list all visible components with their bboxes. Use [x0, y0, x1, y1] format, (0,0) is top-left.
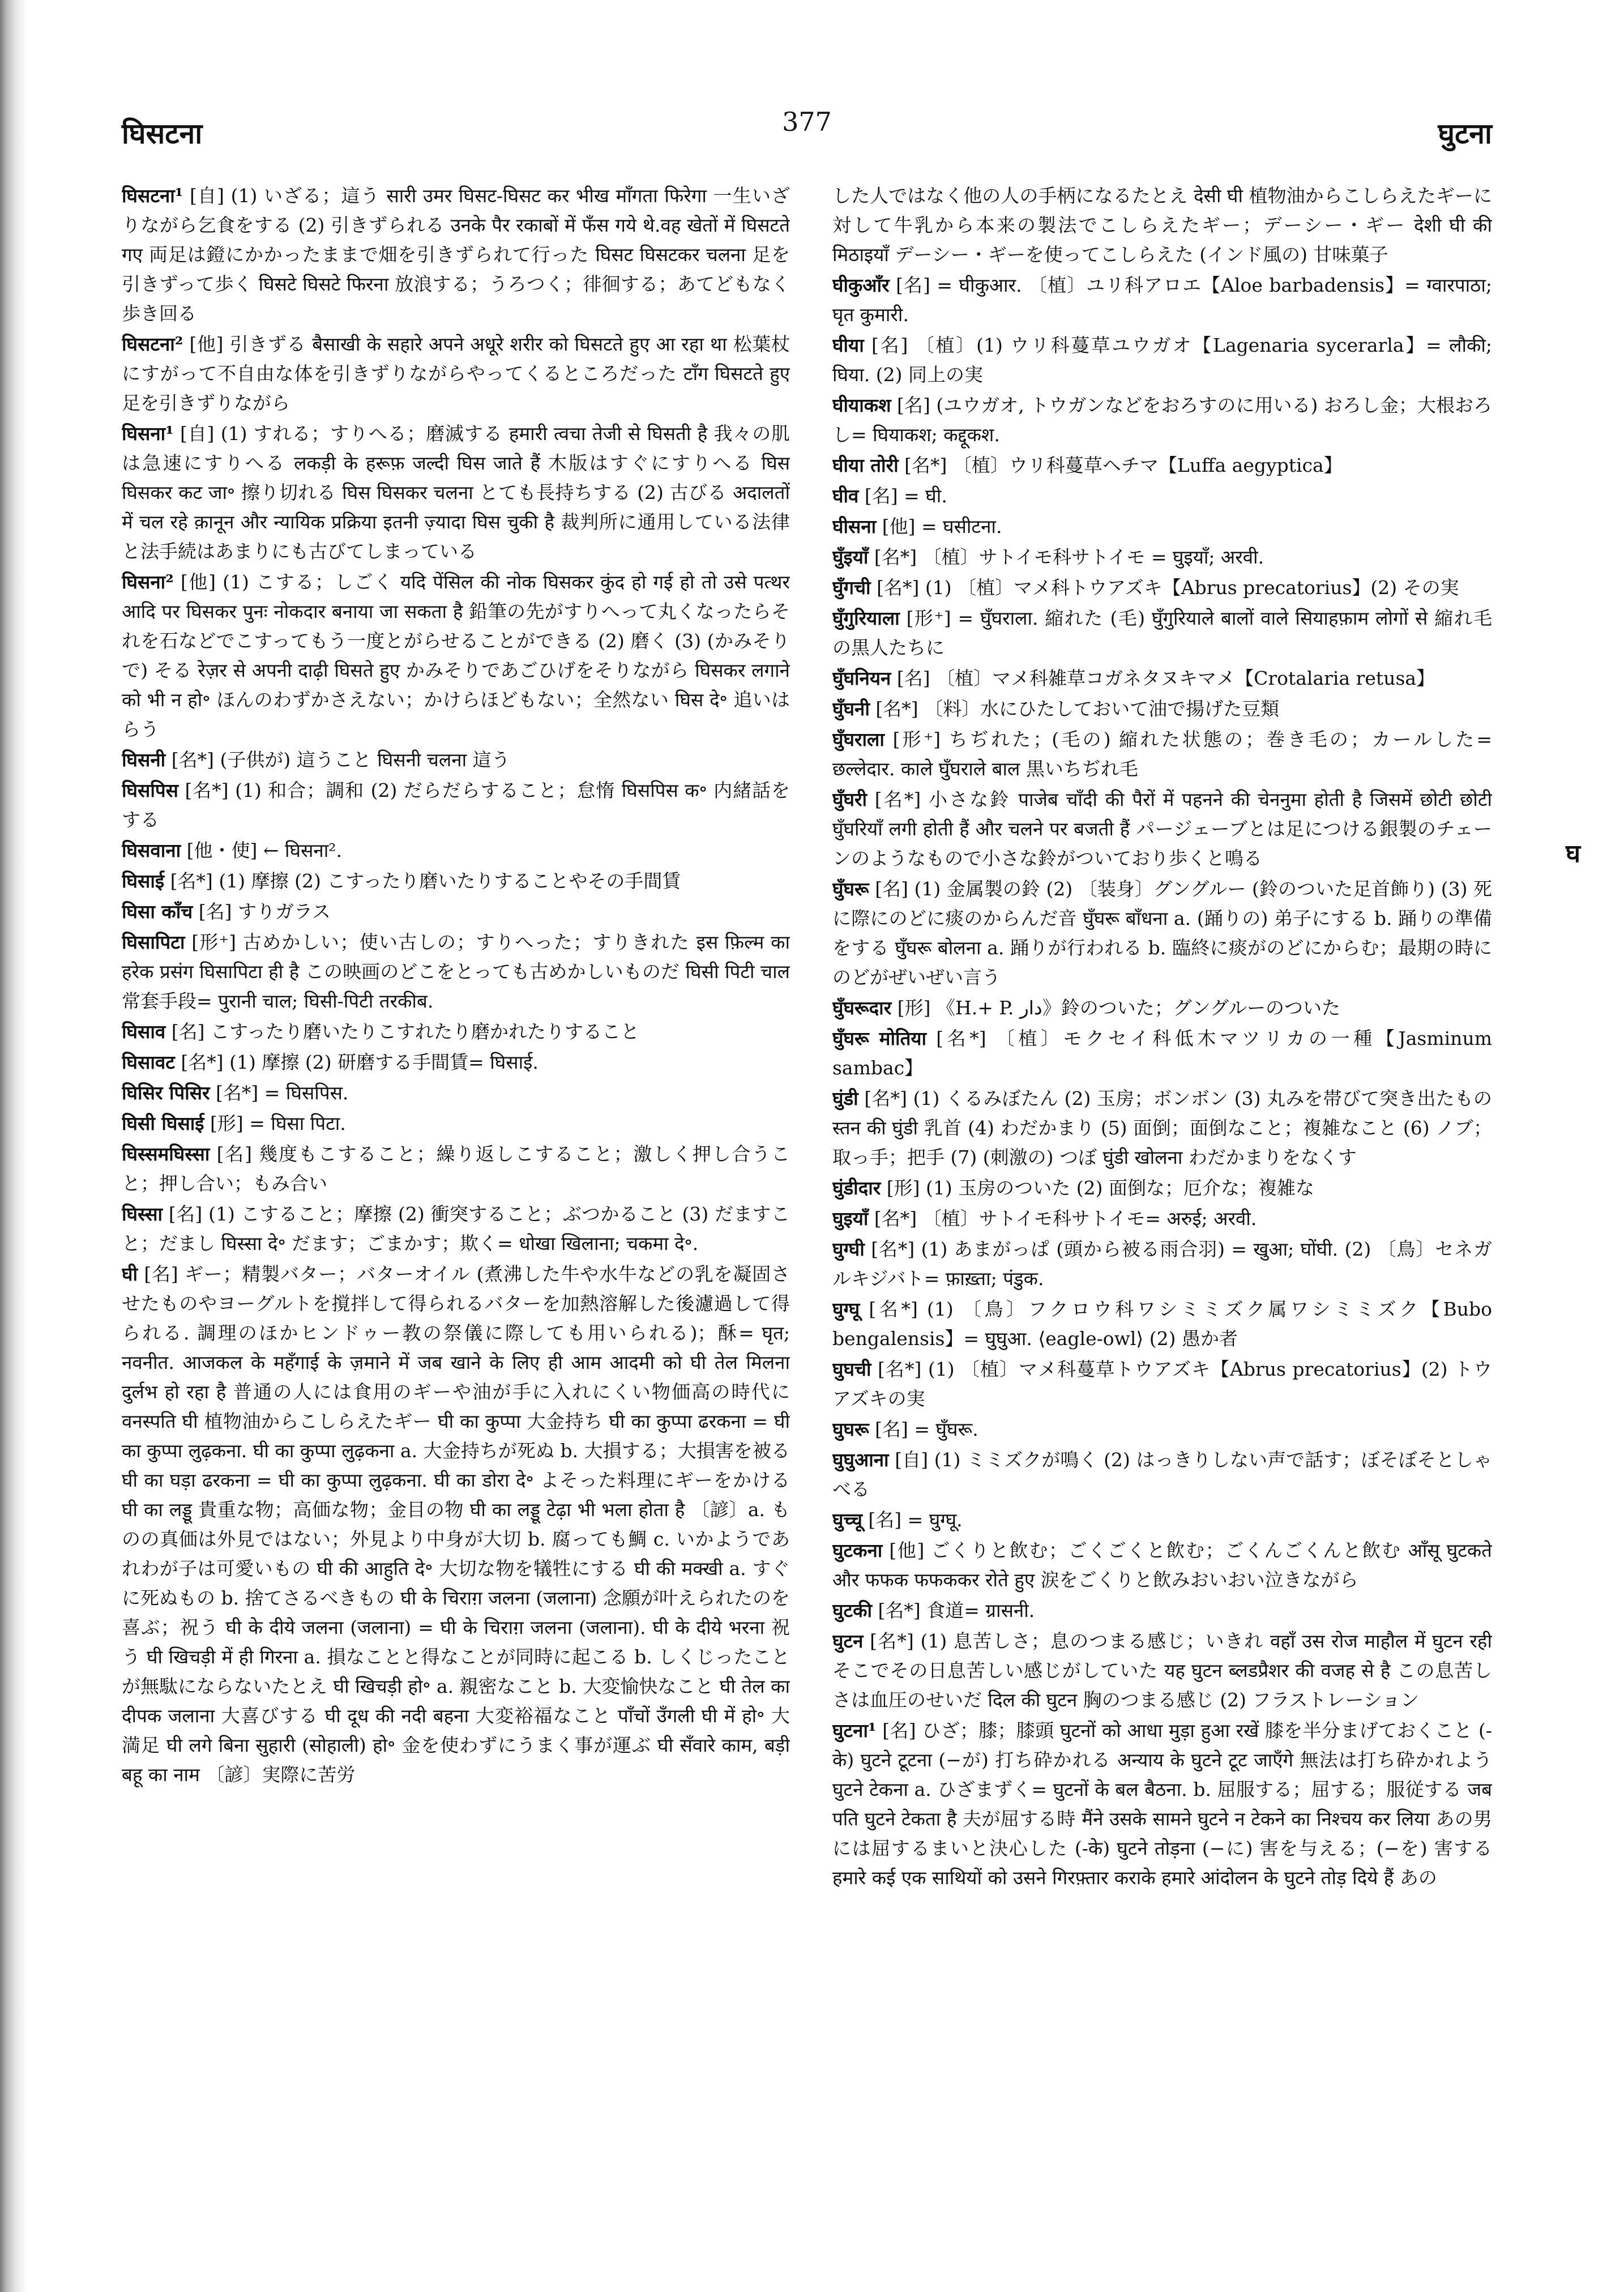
- definition: ← घिसना².: [263, 839, 342, 861]
- headword: घुटकी: [832, 1599, 873, 1621]
- dictionary-entry: [122, 1260, 790, 1790]
- grammar-label: [名*]: [877, 577, 920, 599]
- definition: 幾度もこすること；繰り返しこすること；激しく押し合うこと；押し合い；もみ合い: [122, 1143, 790, 1194]
- headword: घिसटना¹: [122, 185, 183, 207]
- grammar-label: [名*]: [871, 1238, 915, 1260]
- grammar-label: [名]: [897, 394, 930, 416]
- headword: घीकुआँर: [832, 274, 890, 296]
- guide-word-left: घिसटना: [122, 117, 203, 150]
- definition: 〔植〕モクセイ科低木マツリカの一種【Jasminum sambac】: [832, 1027, 1492, 1079]
- definition: = घी.: [904, 485, 947, 507]
- grammar-label: [名]: [144, 1263, 178, 1285]
- headword: घुग्घू: [832, 1298, 860, 1320]
- grammar-label: [名*]: [875, 698, 918, 720]
- definition: 〔料〕水にひたしておいて油で揚げた豆類: [924, 698, 1280, 720]
- dictionary-entry: [122, 776, 790, 835]
- dictionary-entry: [832, 1173, 1492, 1203]
- headword: घुँघनियन: [832, 667, 891, 689]
- definition: = घुँघराला. 縮れた (毛) घुँगुरियाले बालों वाले सियाहफ़ाम लोगों से 縮れ毛の黒人たちに: [832, 607, 1492, 659]
- grammar-label: [名*]: [878, 1358, 922, 1380]
- grammar-label: [名]: [868, 1509, 902, 1531]
- grammar-label: [名]: [882, 1719, 916, 1742]
- dictionary-entry: [122, 1048, 790, 1077]
- dictionary-entry: [122, 867, 790, 896]
- headword: घुँगची: [832, 577, 871, 599]
- dictionary-entry: [832, 874, 1492, 992]
- definition: ひざ；膝；膝頭 घुटनों को आधा मुड़ा हुआ रखें 膝を半分まげておくこと (-के) घुटने टूटना (−が) 打ち砕かれる अन्याय के घुटने टूट जाएँगे 無法は打ち砕かれよう घुटने टेकना a. ひざまずく= घुटनों के बल बैठना. b. 屈服する；屈する；服従する जब पति घुटने टेकता है 夫が屈する時 मैंने उसके सामने घुटने न टेकने का निश्चय कर लिया あの男には屈するまいと決心した (-के) घुटने तोड़ना (−に) 害を与える；(−を) 害する हमारे कई एक साथियों को उसने गिरफ़्तार कराके हमारे आंदोलन के घुटने तोड़ दिये हैं あの: [832, 1719, 1492, 1889]
- grammar-label: [名*]: [216, 1082, 259, 1104]
- dictionary-entry: [122, 419, 790, 566]
- grammar-label: [他]: [889, 1539, 925, 1561]
- left-column: [122, 181, 790, 2243]
- grammar-label: [名*]: [170, 870, 213, 892]
- grammar-label: [名*]: [878, 1599, 921, 1621]
- grammar-label: [名]: [198, 900, 232, 923]
- dictionary-entry: [832, 1235, 1492, 1294]
- grammar-label: [名]: [896, 274, 930, 296]
- definition: ちぢれた；(毛の) 縮れた状態の；巻き毛の；カールした= छल्लेदार. काले घुँघराले बाल 黒いちぢれ毛: [832, 728, 1492, 780]
- headword: घुँघनी: [832, 698, 870, 720]
- grammar-label: [名]: [875, 1418, 908, 1440]
- headword: घीसना: [832, 515, 877, 537]
- headword: घुँइयाँ: [832, 546, 869, 568]
- definition: = घसीटना.: [921, 515, 1002, 537]
- dictionary-entry: [122, 897, 790, 927]
- page-number: 377: [782, 106, 832, 137]
- headword: घुंडीदार: [832, 1177, 881, 1199]
- headword: घुच्चू: [832, 1509, 862, 1531]
- dictionary-entry: [122, 836, 790, 865]
- headword: घिस्सा: [122, 1203, 163, 1225]
- headword: घिसा काँच: [122, 900, 193, 923]
- grammar-label: [名]: [864, 485, 898, 507]
- grammar-label: [形]: [897, 997, 931, 1019]
- dictionary-entry: [832, 1295, 1492, 1354]
- definition: = घिसा पिटा.: [249, 1112, 346, 1134]
- dictionary-entry: [832, 391, 1492, 450]
- grammar-label: [他・使]: [186, 839, 258, 861]
- definition: 〔植〕(1) ウリ科蔓草ユウガオ【Lagenaria sycerarla】= लौकी; घिया. (2) 同上の実: [832, 334, 1492, 386]
- headword: घुँघराला: [832, 728, 884, 750]
- definition: (1) こする；しごく यदि पेंसिल की नोक घिसकर कुंद हो गई हो तो उसे पत्थर आदि पर घिसकर पुनः नोकदार बनाया जा सकता है 鉛筆の先がすりへって丸くなったらそれを石などでこすってもう一度とがらせることができる (2) 磨く (3) (かみそりで) そる रेज़र से अपनी दाढ़ी घिसते हुए かみそりであごひげをそりながら घिसकर लगाने को भी न हो॰ ほんのわずかさえない；かけらほどもない；全然ない घिस दे॰ 追いはらう: [122, 571, 790, 740]
- definition: (1) 息苦しさ；息のつまる感じ；いきれ वहाँ उस रोज माहौल में घुटन रही そこでその日息苦しい感じがしていた यह घुटन ब्लडप्रैशर की वजह से है この息苦しさは血圧のせいだ दिल की घुटन 胸のつまる感じ (2) フラストレーション: [832, 1630, 1492, 1711]
- headword: घिसाई: [122, 870, 165, 892]
- headword: घिसवाना: [122, 839, 181, 861]
- definition: (1) 和合；調和 (2) だらだらすること；怠惰 घिसपिस क॰ 内緒話をする: [122, 779, 790, 831]
- headword: घिसाव: [122, 1021, 166, 1043]
- headword: घिसना²: [122, 571, 174, 593]
- headword: घुटन: [832, 1630, 864, 1652]
- headword: घुग्घी: [832, 1238, 865, 1260]
- grammar-label: [名]: [896, 667, 930, 689]
- grammar-label: [形]: [886, 1177, 920, 1199]
- dictionary-entry: [832, 604, 1492, 663]
- dictionary-entry: [832, 1596, 1492, 1625]
- definition: すりガラス: [238, 900, 331, 923]
- dictionary-entry: [122, 181, 790, 328]
- definition: (1) あまがっぱ (頭から被る雨合羽) = खुआ; घोंघी. (2) 〔鳥〕セネガルキジバト= फ़ाख़्ता; पंडुक.: [832, 1238, 1492, 1290]
- definition: = घीकुआर. 〔植〕ユリ科アロエ【Aloe barbadensis】= ग्वारपाठा; घृत कुमारी.: [832, 274, 1492, 326]
- page-binding-shadow: [0, 0, 27, 2292]
- headword: घुँगुरियाला: [832, 607, 900, 629]
- definition: (1) 摩擦 (2) こすったり磨いたりすることやその手間賃: [219, 870, 681, 892]
- grammar-label: [名*]: [874, 788, 921, 810]
- headword: घुइयाँ: [832, 1207, 869, 1230]
- headword: घिसिर पिसिर: [122, 1082, 210, 1104]
- dictionary-entry: [832, 1505, 1492, 1535]
- definition: 小さな鈴 पाजेब चाँदी की पैरों में पहनने की चेननुमा होती है जिसमें छोटी छोटी घुँघरियाँ लगी होती हैं और चलने पर बजती हैं パージェーブとは足につける銀製のチェーンのようなもので小さな鈴がついており歩くと鳴る: [832, 788, 1492, 869]
- right-column: [832, 181, 1492, 2243]
- headword: घिसपिस: [122, 779, 178, 801]
- headword: घुँघरी: [832, 788, 867, 810]
- definition: 古めかしい；使い古しの；すりへった；すりきれた इस फ़िल्म का हरेक प्रसंग घिसापिटा ही है この映画のどこをとっても古めかしいものだ घिसी पिटी चाल 常套手段= पुरानी चाल; घिसी-पिटी तरकीब.: [122, 931, 790, 1012]
- definition: (1) いざる；這う सारी उमर घिसट-घिसट कर भीख माँगता फिरेगा 一生いざりながら乞食をする (2) 引きずられる उनके पैर रकाबों में फँस गये थे.वह खेतों में घिसटते गए 両足は鐙にかかったままで畑を引きずられて行った घिसट घिसटकर चलना 足を引きずって歩く घिसटे घिसटे फिरना 放浪する；うろつく；徘徊する；あてどもなく歩き回る: [122, 185, 790, 325]
- grammar-label: [名*]: [864, 1087, 907, 1109]
- grammar-label: [名]: [875, 878, 909, 900]
- definition: (1) 〔植〕マメ科蔓草トウアズキ【Abrus precatorius】(2) トウアズキの実: [832, 1358, 1492, 1410]
- grammar-label: [自]: [895, 1449, 929, 1471]
- dictionary-entry: [832, 725, 1492, 784]
- headword: घिसटना²: [122, 333, 183, 355]
- dictionary-entry: [832, 181, 1492, 270]
- guide-word-right: घुटना: [1438, 117, 1492, 150]
- definition: (1) こすること；摩擦 (2) 衝突すること；ぶつかること (3) だますこと；だまし घिस्सा दे॰ だます；ごまかす；欺く= धोखा खिलाना; चकमा दे॰.: [122, 1203, 790, 1254]
- definition: ごくりと飲む；ごくごくと飲む；ごくんごくんと飲む आँसू घुटकते और फफक फफककर रोते हुए 涙をごくりと飲みおいおい泣きながら: [832, 1539, 1492, 1591]
- dictionary-entry: [832, 1204, 1492, 1234]
- dictionary-entry: [832, 664, 1492, 693]
- grammar-label: [名]: [168, 1203, 203, 1225]
- definition: 〔植〕サトイモ科サトイモ= अरुई; अरवी.: [922, 1207, 1257, 1230]
- dictionary-entry: [122, 1139, 790, 1198]
- dictionary-entry: [832, 785, 1492, 873]
- headword: घिसनी: [122, 749, 166, 771]
- dictionary-entry: [832, 1415, 1492, 1444]
- headword: घुंडी: [832, 1087, 858, 1109]
- grammar-label: [名*]: [181, 1051, 224, 1073]
- definition: した人ではなく他の人の手柄になるたとえ देसी घी 植物油からこしらえたギーに対して牛乳から本来の製法でこしらえたギー；デーシー・ギー देशी घी की मिठाइयाँ デーシー・ギーを使ってこしらえた (インド風の) 甘味菓子: [832, 185, 1492, 266]
- grammar-label: [名*]: [171, 749, 214, 771]
- definition: (1) くるみぼたん (2) 玉房；ボンボン (3) 丸みを帯びて突き出たもの स्तन की घुंडी 乳首 (4) わだかまり (5) 面倒；面倒なこと；複雑なこと (6) ノブ；取っ手；把手 (7) (刺激の) つぼ घुंडी खोलना わだかまりをなくす: [832, 1087, 1492, 1168]
- dictionary-entry: [122, 1078, 790, 1108]
- definition: (1) 金属製の鈴 (2) 〔装身〕グングルー (鈴のついた足首飾り) (3) 死に際にのどに痰のからんだ音 घुँघरू बाँधना a. (踊りの) 弟子にする b. 踊りの準備をする घुँघरू बोलना a. 踊りが行われる b. 臨終に痰がのどにからむ；最期の時にのどがぜいぜい言う: [832, 878, 1492, 988]
- grammar-label: [名*]: [870, 1630, 914, 1652]
- headword: घुघुआना: [832, 1449, 889, 1471]
- grammar-label: [名*]: [869, 1298, 918, 1320]
- dictionary-entry: [832, 1536, 1492, 1595]
- grammar-label: [名]: [216, 1143, 252, 1165]
- definition: 〔植〕ウリ科蔓草ヘチマ【Luffa aegyptica】: [952, 454, 1343, 476]
- grammar-label: [名]: [171, 1021, 205, 1043]
- grammar-label: [形⁺]: [906, 607, 951, 629]
- definition: = घिसपिस.: [264, 1082, 349, 1104]
- grammar-label: [名*]: [874, 546, 917, 568]
- headword: घीयाकश: [832, 394, 891, 416]
- dictionary-entry: [832, 1084, 1492, 1172]
- headword: घीव: [832, 485, 859, 507]
- grammar-label: [名*]: [936, 1027, 986, 1049]
- definition: (1) すれる；すりへる；磨滅する हमारी त्वचा तेजी से घिसती है 我々の肌は急速にすりへる लकड़ी के हरूफ़ जल्दी घिस जाते हैं 木版はすぐにすりへる घिस घिसकर कट जा॰ 擦り切れる घिस घिसकर चलना とても長持ちする (2) 古びる अदालतों में चल रहे क़ानून और न्यायिक प्रक्रिया इतनी ज़्यादा घिस चुकी है 裁判所に通用している法律と法手続はあまりにも古びてしまっている: [122, 422, 790, 562]
- dictionary-entry: [832, 481, 1492, 511]
- headword: घिसापिटा: [122, 931, 185, 953]
- definition: 食道= ग्रासनी.: [926, 1599, 1035, 1621]
- headword: घीया तोरी: [832, 454, 899, 476]
- dictionary-entry: [832, 1355, 1492, 1414]
- dictionary-entry: [832, 1024, 1492, 1083]
- dictionary-entry: [832, 512, 1492, 541]
- definition: こすったり磨いたりこすれたり磨かれたりすること: [211, 1021, 640, 1043]
- grammar-label: [自]: [189, 185, 224, 207]
- headword: घिस्समघिस्सा: [122, 1143, 210, 1165]
- dictionary-entry: [832, 1716, 1492, 1893]
- definition: (1) 玉房のついた (2) 面倒な；厄介な；複雑な: [926, 1177, 1314, 1199]
- definition: = घुँघरू.: [914, 1418, 978, 1440]
- headword: घुटना¹: [832, 1719, 877, 1742]
- headword: घुटकना: [832, 1539, 883, 1561]
- grammar-label: [自]: [180, 422, 215, 445]
- definition: 引きずる बैसाखी के सहारे अपने अधूरे शरीर को घिसटते हुए आ रहा था 松葉杖にすがって不自由な体を引きずりながらやってくるところだった टाँग घिसटते हुए 足を引きずりながら: [122, 333, 790, 414]
- headword: घीया: [832, 334, 864, 356]
- headword: घिसावट: [122, 1051, 175, 1073]
- definition: = घुग्घू.: [907, 1509, 963, 1531]
- dictionary-entry: [832, 993, 1492, 1023]
- dictionary-entry: [122, 1109, 790, 1138]
- grammar-label: [他]: [189, 333, 224, 355]
- section-thumb-index: घ: [1566, 839, 1581, 868]
- dictionary-entry: [122, 745, 790, 775]
- definition: 〔植〕マメ科雑草コガネタヌキマメ【Crotalaria retusa】: [936, 667, 1435, 689]
- dictionary-entry: [122, 928, 790, 1016]
- headword: घुँघरूदार: [832, 997, 892, 1019]
- dictionary-entry: [832, 451, 1492, 480]
- grammar-label: [他]: [882, 515, 916, 537]
- definition: ギー；精製バター；バターオイル (煮沸した牛や水牛などの乳を凝固させたものやヨーグルトを撹拌して得られるバターを加熱溶解した後濾過して得られる. 調理のほかヒンドゥー教の祭儀に際しても用いられる)；酥= घृत; नवनीत. आजकल के महँगाई के ज़माने में जब खाने के लिए ही आम आदमी को घी तेल मिलना दुर्लभ हो रहा है 普通の人には食用のギーや油が手に入れにくい物価高の時代に वनस्पति घी 植物油からこしらえたギー घी का कुप्पा 大金持ち घी का कुप्पा ढरकना = घी का कुप्पा लुढ़कना. घी का कुप्पा लुढ़कना a. 大金持ちが死ぬ b. 大損する；大損害を被る घी का घड़ा ढरकना = घी का कुप्पा लुढ़कना. घी का डोरा दे॰ よそった料理にギーをかける घी का लड्डू 貴重な物；高価な物；金目の物 घी का लड्डू टेढ़ा भी भला होता है 〔諺〕a. ものの真価は外見ではない；外見より中身が大切 b. 腐っても鯛 c. いかようであれわが子は可愛いもの घी की आहुति दे॰ 大切な物を犠牲にする घी की मक्खी a. すぐに死ぬもの b. 捨てさるべきもの घी के चिराग़ जलना (जलाना) 念願が叶えられたのを喜ぶ；祝う घी के दीये जलना (जलाना) = घी के चिराग़ जलना (जलाना). घी के दीये भरना 祝う घी खिचड़ी में ही गिरना a. 損なことと得なことが同時に起こる b. しくじったことが無駄にならないたとえ घी खिचड़ी हो॰ a. 親密なこと b. 大変愉快なこと घी तेल का दीपक जलाना 大喜びする घी दूध की नदी बहना 大変裕福なこと पाँचों उँगली घी में हो॰ 大満足 घी लगे बिना सुहारी (सोहाली) हो॰ 金を使わずにうまく事が運ぶ घी सँवारे काम, बड़ी बहू का नाम 〔諺〕実際に苦労: [122, 1263, 790, 1786]
- definition: (1) 〔鳥〕フクロウ科ワシミミズク属ワシミミズク【Bubo bengalensis】= घुघुआ. ⟨eagle-owl⟩ (2) 愚か者: [832, 1298, 1492, 1350]
- headword: घी: [122, 1263, 138, 1285]
- grammar-label: [形⁺]: [191, 931, 236, 953]
- definition: (ユウガオ, トウガンなどをおろすのに用いる) おろし金；大根おろし= घियाकश; कद्दूकश.: [832, 394, 1492, 446]
- headword: घुघरू: [832, 1418, 869, 1440]
- definition: 〔植〕サトイモ科サトイモ = घुइयाँ; अरवी.: [922, 546, 1264, 568]
- grammar-label: [名*]: [874, 1207, 917, 1230]
- grammar-label: [形⁺]: [892, 728, 941, 750]
- grammar-label: [名*]: [904, 454, 947, 476]
- page-header: [122, 106, 1492, 159]
- headword: घुँघरू मोतिया: [832, 1027, 927, 1049]
- grammar-label: [他]: [180, 571, 216, 593]
- dictionary-entry: [122, 330, 790, 418]
- grammar-label: [名]: [871, 334, 908, 356]
- grammar-label: [形]: [210, 1112, 243, 1134]
- dictionary-entry: [832, 1627, 1492, 1715]
- definition: 《H.+ P. دار》鈴のついた；グングルーのついた: [936, 997, 1341, 1019]
- headword: घुँघरू: [832, 878, 869, 900]
- dictionary-entry: [832, 543, 1492, 572]
- dictionary-entry: [832, 573, 1492, 603]
- headword: घुघची: [832, 1358, 871, 1380]
- definition: (1) 摩擦 (2) 研磨する手間賃= घिसाई.: [229, 1051, 539, 1073]
- dictionary-entry: [122, 1200, 790, 1258]
- definition: (1) ミミズクが鳴く (2) はっきりしない声で話す；ぼそぼそとしゃべる: [832, 1449, 1492, 1500]
- dictionary-entry: [832, 1445, 1492, 1504]
- definition: (子供が) 這うこと घिसनी चलना 這う: [220, 749, 510, 771]
- dictionary-entry: [122, 1017, 790, 1047]
- dictionary-entry: [122, 567, 790, 744]
- dictionary-entry: [832, 271, 1492, 330]
- headword: घिसी घिसाई: [122, 1112, 204, 1134]
- dictionary-entry: [832, 694, 1492, 724]
- headword: घिसना¹: [122, 422, 174, 445]
- grammar-label: [名*]: [185, 779, 229, 801]
- definition: (1) 〔植〕マメ科トウアズキ【Abrus precatorius】(2) その実: [925, 577, 1459, 599]
- dictionary-entry: [832, 331, 1492, 390]
